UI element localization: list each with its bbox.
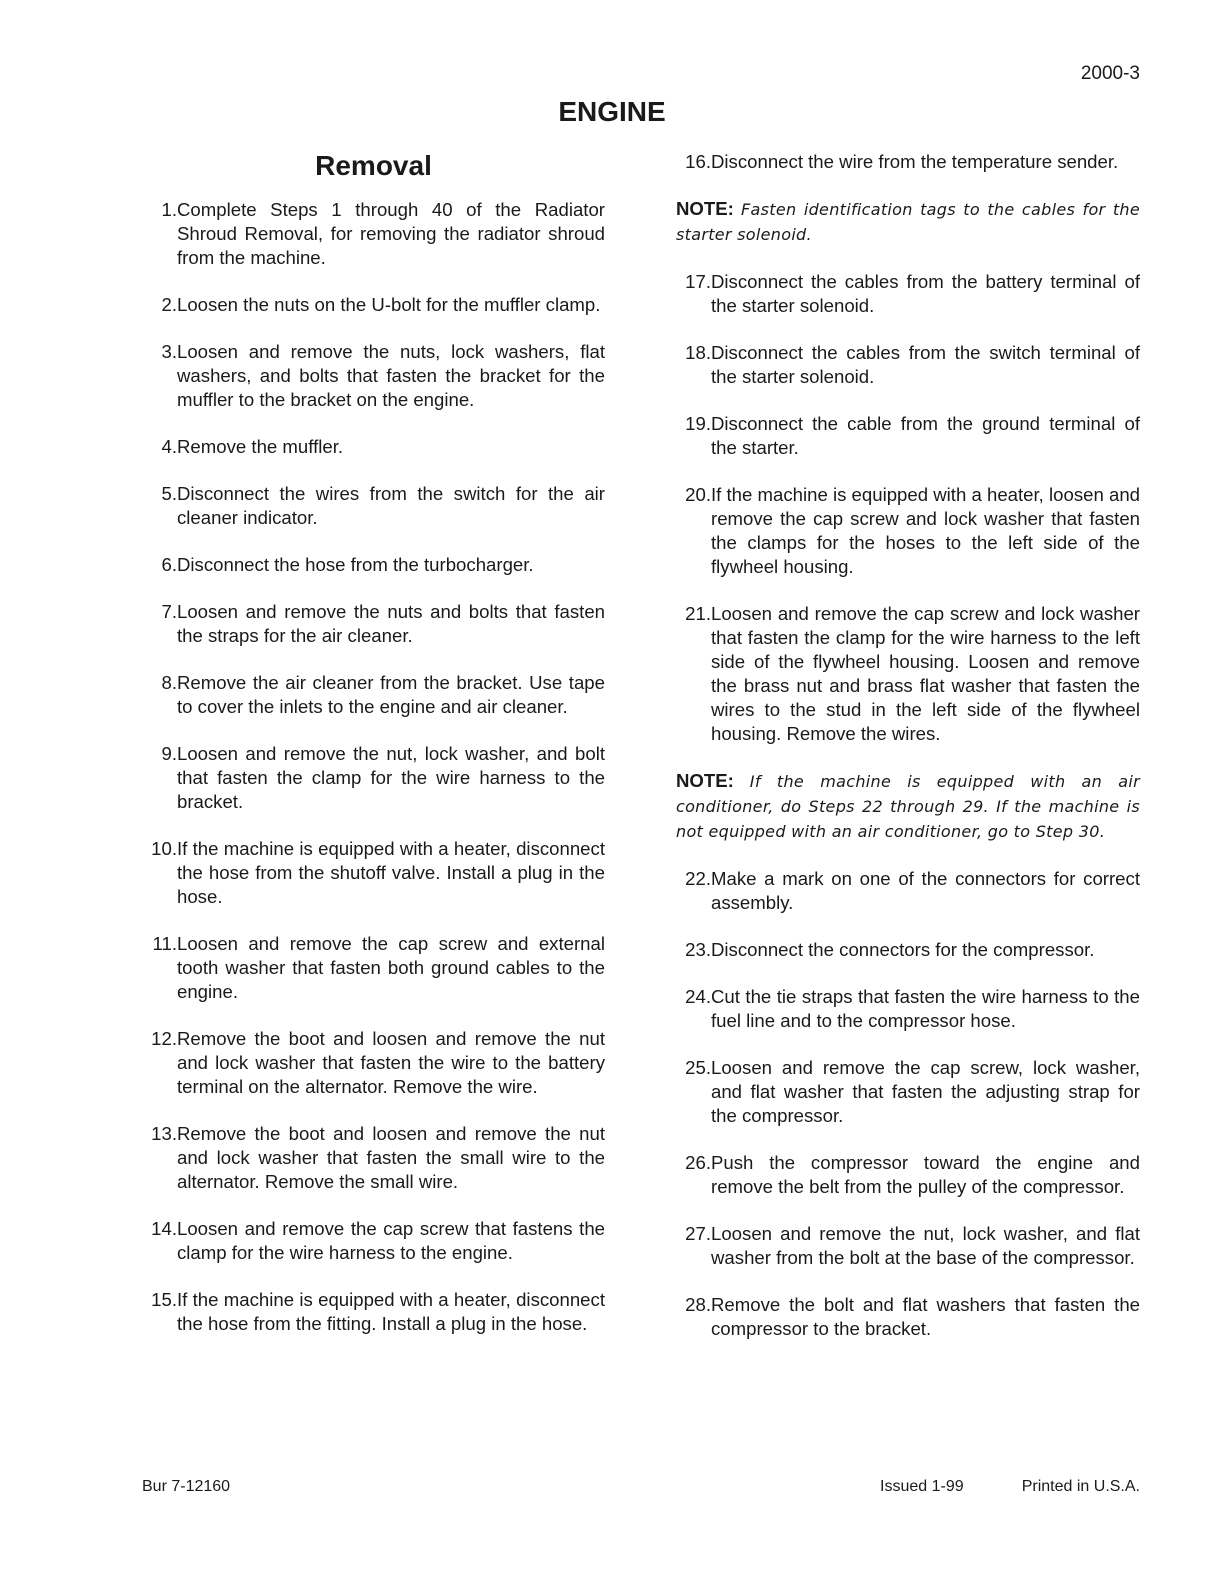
step-item (142, 1027, 605, 1099)
step-text: Loosen and remove the nuts, lock washers, flat washers, and bolts that fasten the bracket for the muffler to the bracket on the engine. (177, 341, 605, 410)
step-number: 3. (161, 341, 177, 362)
step-number: 14. (151, 1218, 177, 1239)
step-item (142, 435, 605, 459)
step-text: Loosen and remove the cap screw and lock washer that fasten the clamp for the wire harness to the left side of the flywheel housing. Loosen and remove the brass nut and brass flat washer that fasten the wires to the stud in the left side of the flywheel housing. Remove the wires. (711, 603, 1140, 744)
step-text: Remove the boot and loosen and remove the nut and lock washer that fasten the wire to the battery terminal on the alternator. Remove the wire. (177, 1028, 605, 1097)
step-text: Disconnect the hose from the turbocharger. (177, 554, 534, 575)
step-number: 15. (151, 1289, 177, 1310)
step-number: 7. (161, 601, 177, 622)
step-number: 25. (685, 1057, 711, 1078)
footer-issued: Issued 1-99 (880, 1478, 964, 1495)
left-column (142, 150, 605, 1359)
step-text: If the machine is equipped with a heater, loosen and remove the cap screw and lock washer that fasten the clamps for the hoses to the left side of the flywheel housing. (711, 484, 1140, 577)
step-text: Remove the bolt and flat washers that fasten the compressor to the bracket. (711, 1294, 1140, 1339)
step-text: Loosen and remove the nut, lock washer, and bolt that fasten the clamp for the wire harness to the bracket. (177, 743, 605, 812)
step-number: 8. (161, 672, 177, 693)
step-item (676, 1293, 1140, 1341)
step-text: Loosen and remove the cap screw and external tooth washer that fasten both ground cables to the engine. (177, 933, 605, 1002)
right-steps-list-a (676, 150, 1140, 174)
step-item (142, 1217, 605, 1265)
step-number: 18. (685, 342, 711, 363)
step-item (676, 985, 1140, 1033)
step-number: 12. (151, 1028, 177, 1049)
step-number: 1. (161, 199, 177, 220)
step-item (676, 270, 1140, 318)
step-item (676, 483, 1140, 579)
step-text: Disconnect the cables from the battery terminal of the starter solenoid. (711, 271, 1140, 316)
step-number: 27. (685, 1223, 711, 1244)
step-item (142, 553, 605, 577)
step-text: Disconnect the wire from the temperature sender. (711, 151, 1119, 172)
step-number: 13. (151, 1123, 177, 1144)
right-column (676, 150, 1140, 1364)
step-item (142, 932, 605, 1004)
step-item (142, 671, 605, 719)
note-air-conditioner (676, 769, 1140, 844)
note-text: Fasten identification tags to the cables for the starter solenoid. (676, 200, 1140, 244)
right-steps-list-b (676, 270, 1140, 746)
footer-printed: Printed in U.S.A. (1021, 1478, 1140, 1495)
step-text: Remove the boot and loosen and remove the nut and lock washer that fasten the small wire to the alternator. Remove the small wire. (177, 1123, 605, 1192)
step-item (676, 341, 1140, 389)
step-item (142, 1122, 605, 1194)
step-item (676, 1056, 1140, 1128)
step-text: Remove the air cleaner from the bracket. Use tape to cover the inlets to the engine and air cleaner. (177, 672, 605, 717)
footer-doc-number: Bur 7-12160 (142, 1478, 231, 1495)
step-item (142, 198, 605, 270)
step-number: 19. (685, 413, 711, 434)
note-starter-solenoid (676, 197, 1140, 247)
note-label: NOTE: (676, 198, 742, 219)
step-text: Push the compressor toward the engine and remove the belt from the pulley of the compressor. (711, 1152, 1140, 1197)
step-item (676, 150, 1140, 174)
step-number: 10. (151, 838, 177, 859)
step-text: Complete Steps 1 through 40 of the Radiator Shroud Removal, for removing the radiator shroud from the machine. (177, 199, 605, 268)
step-text: Disconnect the connectors for the compressor. (711, 939, 1095, 960)
step-item (142, 340, 605, 412)
step-number: 16. (685, 151, 711, 172)
left-steps-list (142, 198, 605, 1336)
step-text: Loosen and remove the cap screw, lock washer, and flat washer that fasten the adjusting strap for the compressor. (711, 1057, 1140, 1126)
step-item (676, 867, 1140, 915)
step-text: Loosen and remove the cap screw that fastens the clamp for the wire harness to the engine. (177, 1218, 605, 1263)
step-text: Loosen and remove the nut, lock washer, and flat washer from the bolt at the base of the compressor. (711, 1223, 1140, 1268)
page-number: 2000-3 (1080, 63, 1140, 84)
step-item (142, 742, 605, 814)
step-number: 23. (685, 939, 711, 960)
step-text: Cut the tie straps that fasten the wire harness to the fuel line and to the compressor hose. (711, 986, 1140, 1031)
step-item (676, 1151, 1140, 1199)
step-text: Remove the muffler. (177, 436, 344, 457)
step-number: 4. (161, 436, 177, 457)
step-text: Loosen the nuts on the U-bolt for the muffler clamp. (177, 294, 601, 315)
note-text: If the machine is equipped with an air conditioner, do Steps 22 through 29. If the machine is not equipped with an air conditioner, go to Step 30. (676, 772, 1140, 841)
step-number: 11. (152, 933, 177, 954)
step-text: If the machine is equipped with a heater, disconnect the hose from the shutoff valve. Install a plug in the hose. (177, 838, 605, 907)
step-text: Loosen and remove the nuts and bolts that fasten the straps for the air cleaner. (177, 601, 605, 646)
step-number: 20. (685, 484, 711, 505)
step-number: 6. (161, 554, 177, 575)
step-text: Disconnect the wires from the switch for the air cleaner indicator. (177, 483, 605, 528)
right-steps-list-c (676, 867, 1140, 1341)
step-item (142, 600, 605, 648)
step-number: 2. (161, 294, 177, 315)
step-number: 21. (685, 603, 711, 624)
step-number: 26. (685, 1152, 711, 1173)
step-item (142, 293, 605, 317)
step-number: 9. (161, 743, 177, 764)
step-number: 24. (685, 986, 711, 1007)
note-label: NOTE: (676, 770, 750, 791)
step-item (676, 412, 1140, 460)
step-item (142, 837, 605, 909)
step-number: 28. (685, 1294, 711, 1315)
step-number: 5. (161, 483, 177, 504)
step-item (142, 482, 605, 530)
step-item (142, 1288, 605, 1336)
step-number: 22. (685, 868, 711, 889)
step-item (676, 938, 1140, 962)
step-item (676, 602, 1140, 746)
section-heading: Removal (315, 150, 432, 181)
step-text: If the machine is equipped with a heater, disconnect the hose from the fitting. Install a plug in the hose. (177, 1289, 605, 1334)
step-text: Disconnect the cable from the ground terminal of the starter. (711, 413, 1140, 458)
step-text: Disconnect the cables from the switch terminal of the starter solenoid. (711, 342, 1140, 387)
step-text: Make a mark on one of the connectors for correct assembly. (711, 868, 1140, 913)
document-title: ENGINE (558, 96, 666, 127)
step-item (676, 1222, 1140, 1270)
step-number: 17. (685, 271, 711, 292)
